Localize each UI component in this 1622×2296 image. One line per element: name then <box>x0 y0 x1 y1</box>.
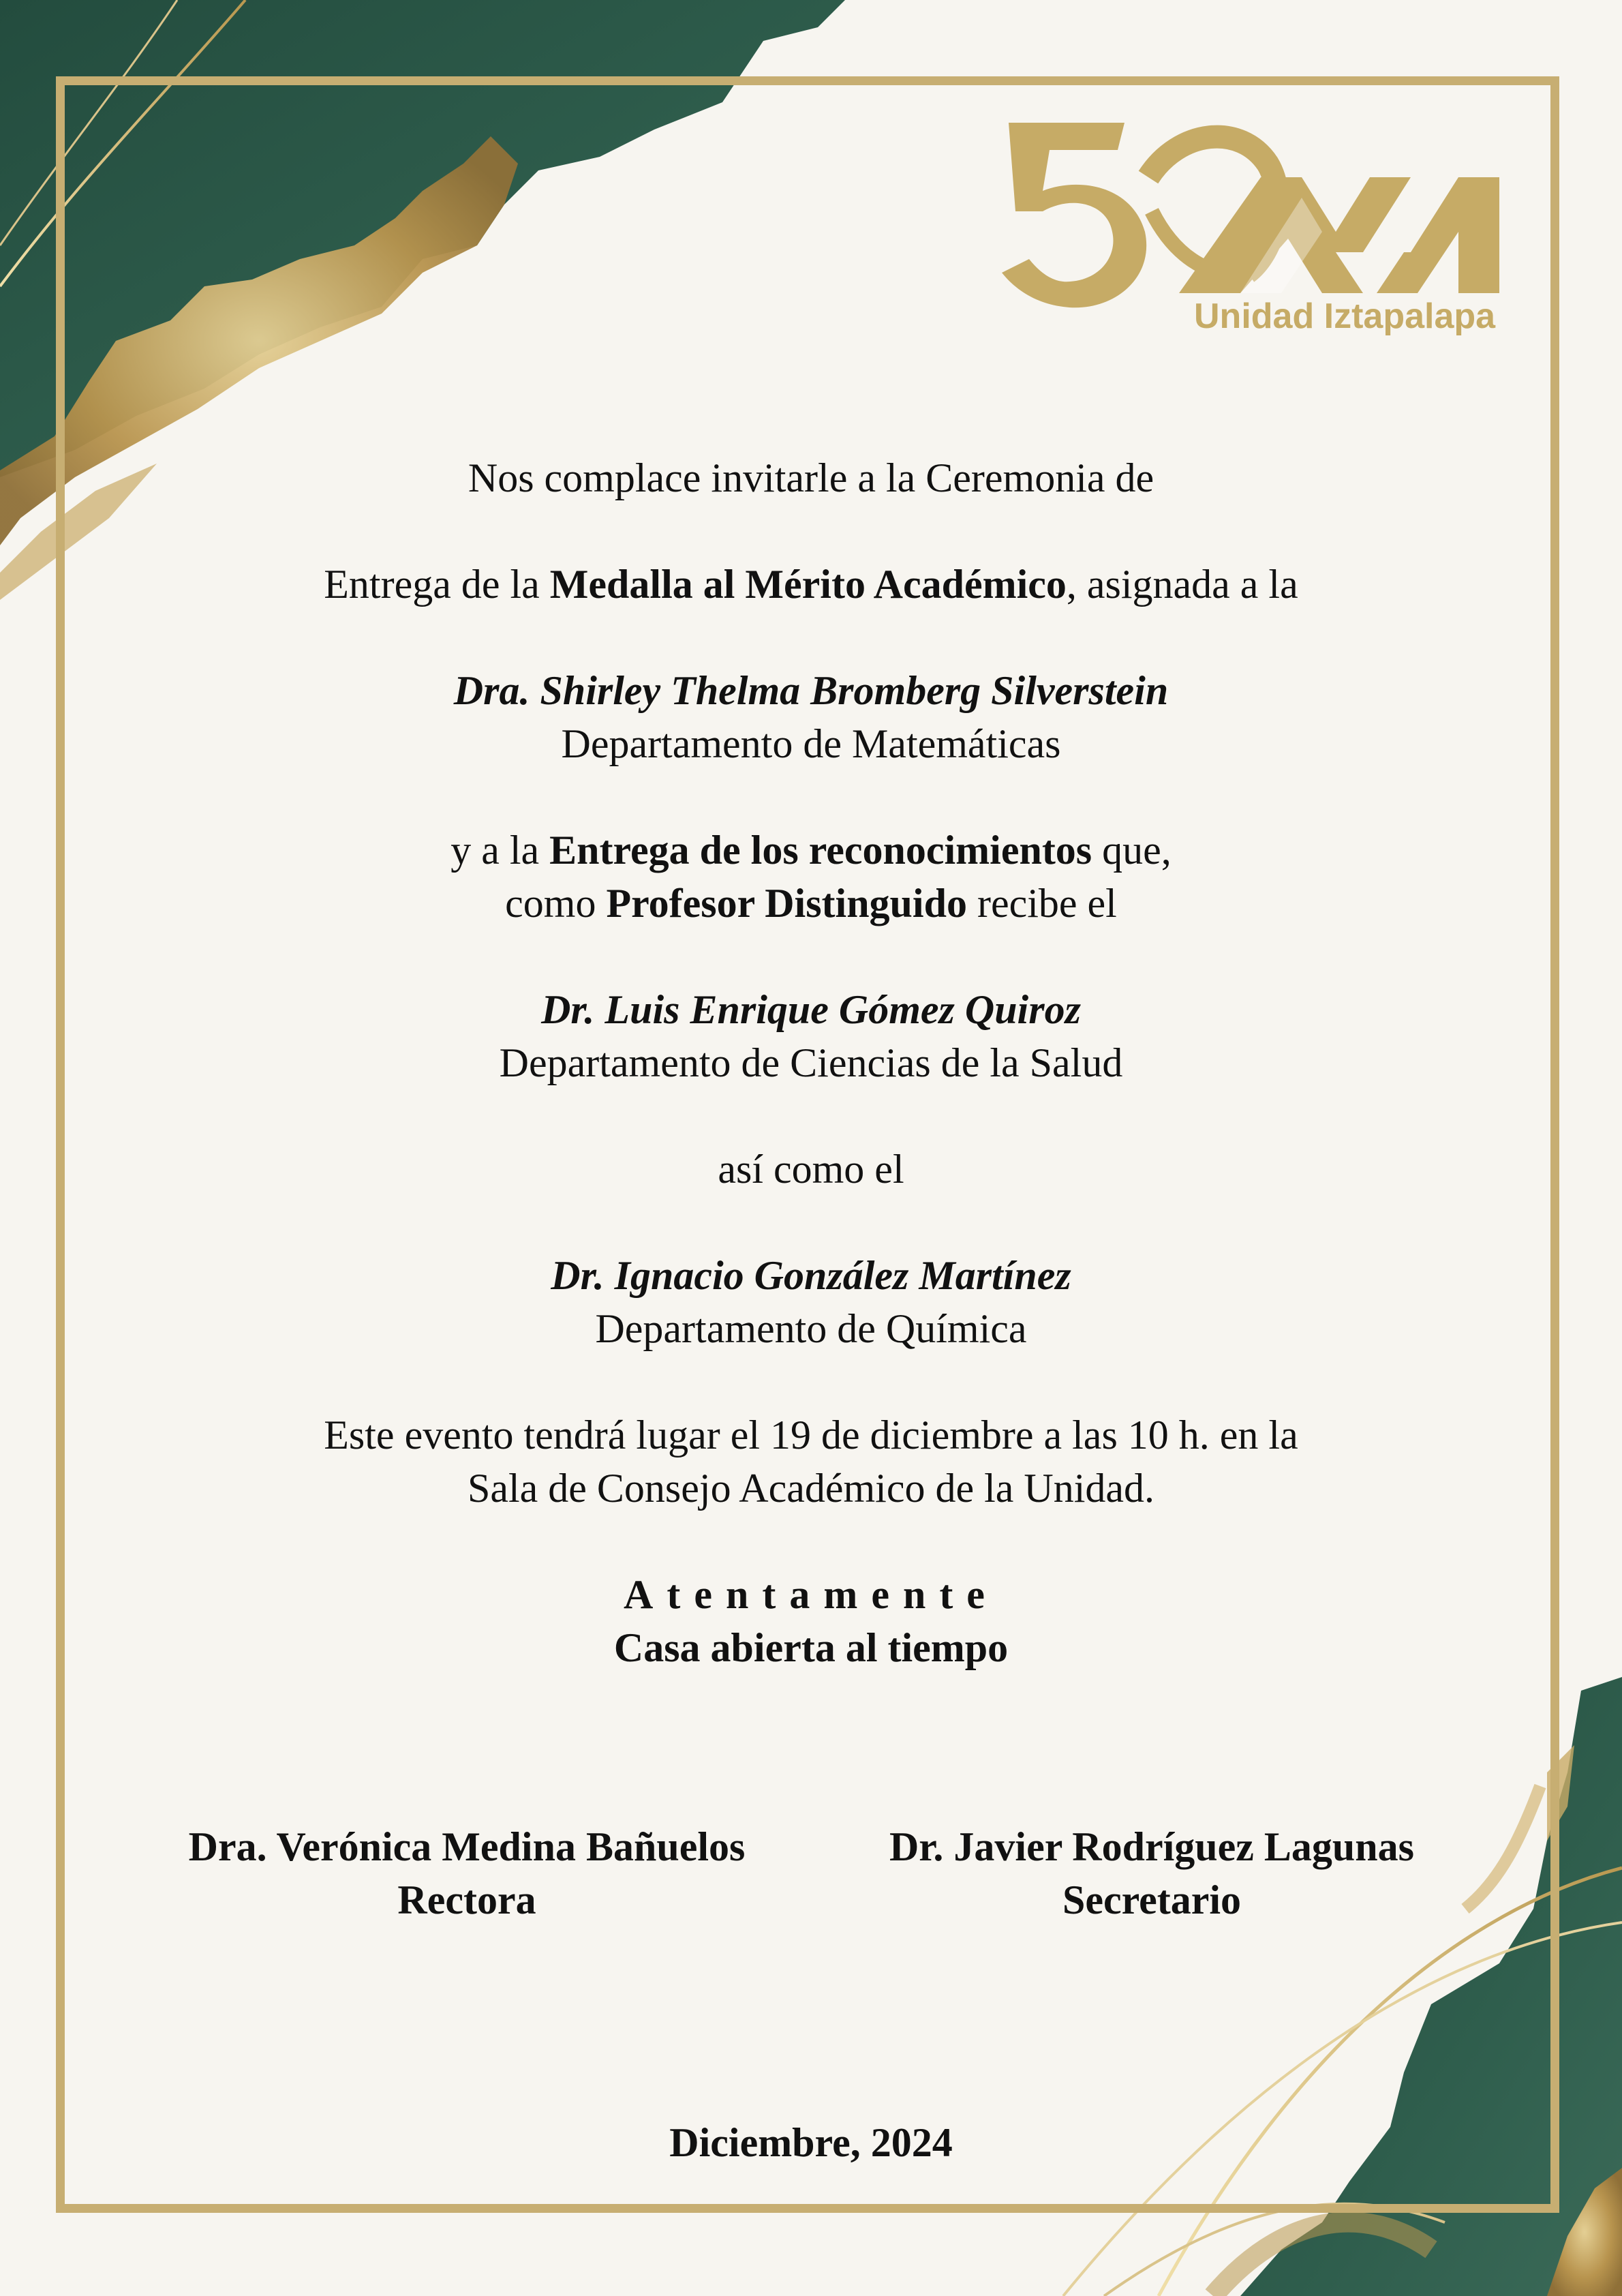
recipient-3-department: Departamento de Química <box>595 1306 1027 1351</box>
event-line-2: Sala de Consejo Académico de la Unidad. <box>467 1466 1155 1511</box>
logo-unit-name: Unidad Iztapalapa <box>1194 297 1496 336</box>
motto-text: Casa abierta al tiempo <box>613 1625 1009 1670</box>
connector-block <box>109 1143 1513 1196</box>
award-prefix: Entrega de la <box>324 562 550 607</box>
signatory-right <box>845 1820 1458 1927</box>
recipient-block-3 <box>109 1249 1513 1355</box>
event-line-1: Este evento tendrá lugar el 19 de diciembre a las 10 h. en la <box>324 1413 1298 1457</box>
recognition-1-prefix: y a la <box>450 828 550 873</box>
recipient-2-department: Departamento de Ciencias de la Salud <box>499 1040 1123 1085</box>
closing-text: Atentamente <box>624 1572 998 1617</box>
award-suffix: , asignada a la <box>1066 562 1298 607</box>
recipient-1-department: Departamento de Matemáticas <box>561 721 1061 766</box>
connector-text: así como el <box>718 1147 904 1192</box>
award-line <box>109 558 1513 611</box>
closing-block <box>109 1568 1513 1674</box>
signatory-right-title: Secretario <box>1062 1877 1242 1922</box>
recognition-1-bold: Entrega de los reconocimientos <box>549 828 1092 873</box>
document-date <box>109 2116 1513 2169</box>
signatory-right-name: Dr. Javier Rodríguez Lagunas <box>889 1824 1415 1869</box>
recognition-1-suffix: que, <box>1092 828 1172 873</box>
invitation-intro <box>109 451 1513 504</box>
recognition-2-bold: Profesor Distinguido <box>606 881 967 926</box>
signatory-left-name: Dra. Verónica Medina Bañuelos <box>188 1824 746 1869</box>
recognition-2-prefix: como <box>505 881 607 926</box>
recipient-3-name: Dr. Ignacio González Martínez <box>551 1253 1071 1298</box>
event-details <box>109 1408 1513 1515</box>
signatory-left <box>157 1820 777 1927</box>
recipient-1-name: Dra. Shirley Thelma Bromberg Silverstein <box>453 668 1169 713</box>
award-name: Medalla al Mérito Académico <box>549 562 1067 607</box>
recipient-block-1 <box>109 664 1513 770</box>
recipient-2-name: Dr. Luis Enrique Gómez Quiroz <box>541 987 1081 1032</box>
date-text: Diciembre, 2024 <box>669 2120 953 2165</box>
recognition-2-suffix: recibe el <box>966 881 1117 926</box>
signatory-left-title: Rectora <box>397 1877 536 1922</box>
recognition-block <box>109 824 1513 930</box>
recipient-block-2 <box>109 983 1513 1089</box>
intro-line: Nos complace invitarle a la Ceremonia de <box>468 455 1154 500</box>
